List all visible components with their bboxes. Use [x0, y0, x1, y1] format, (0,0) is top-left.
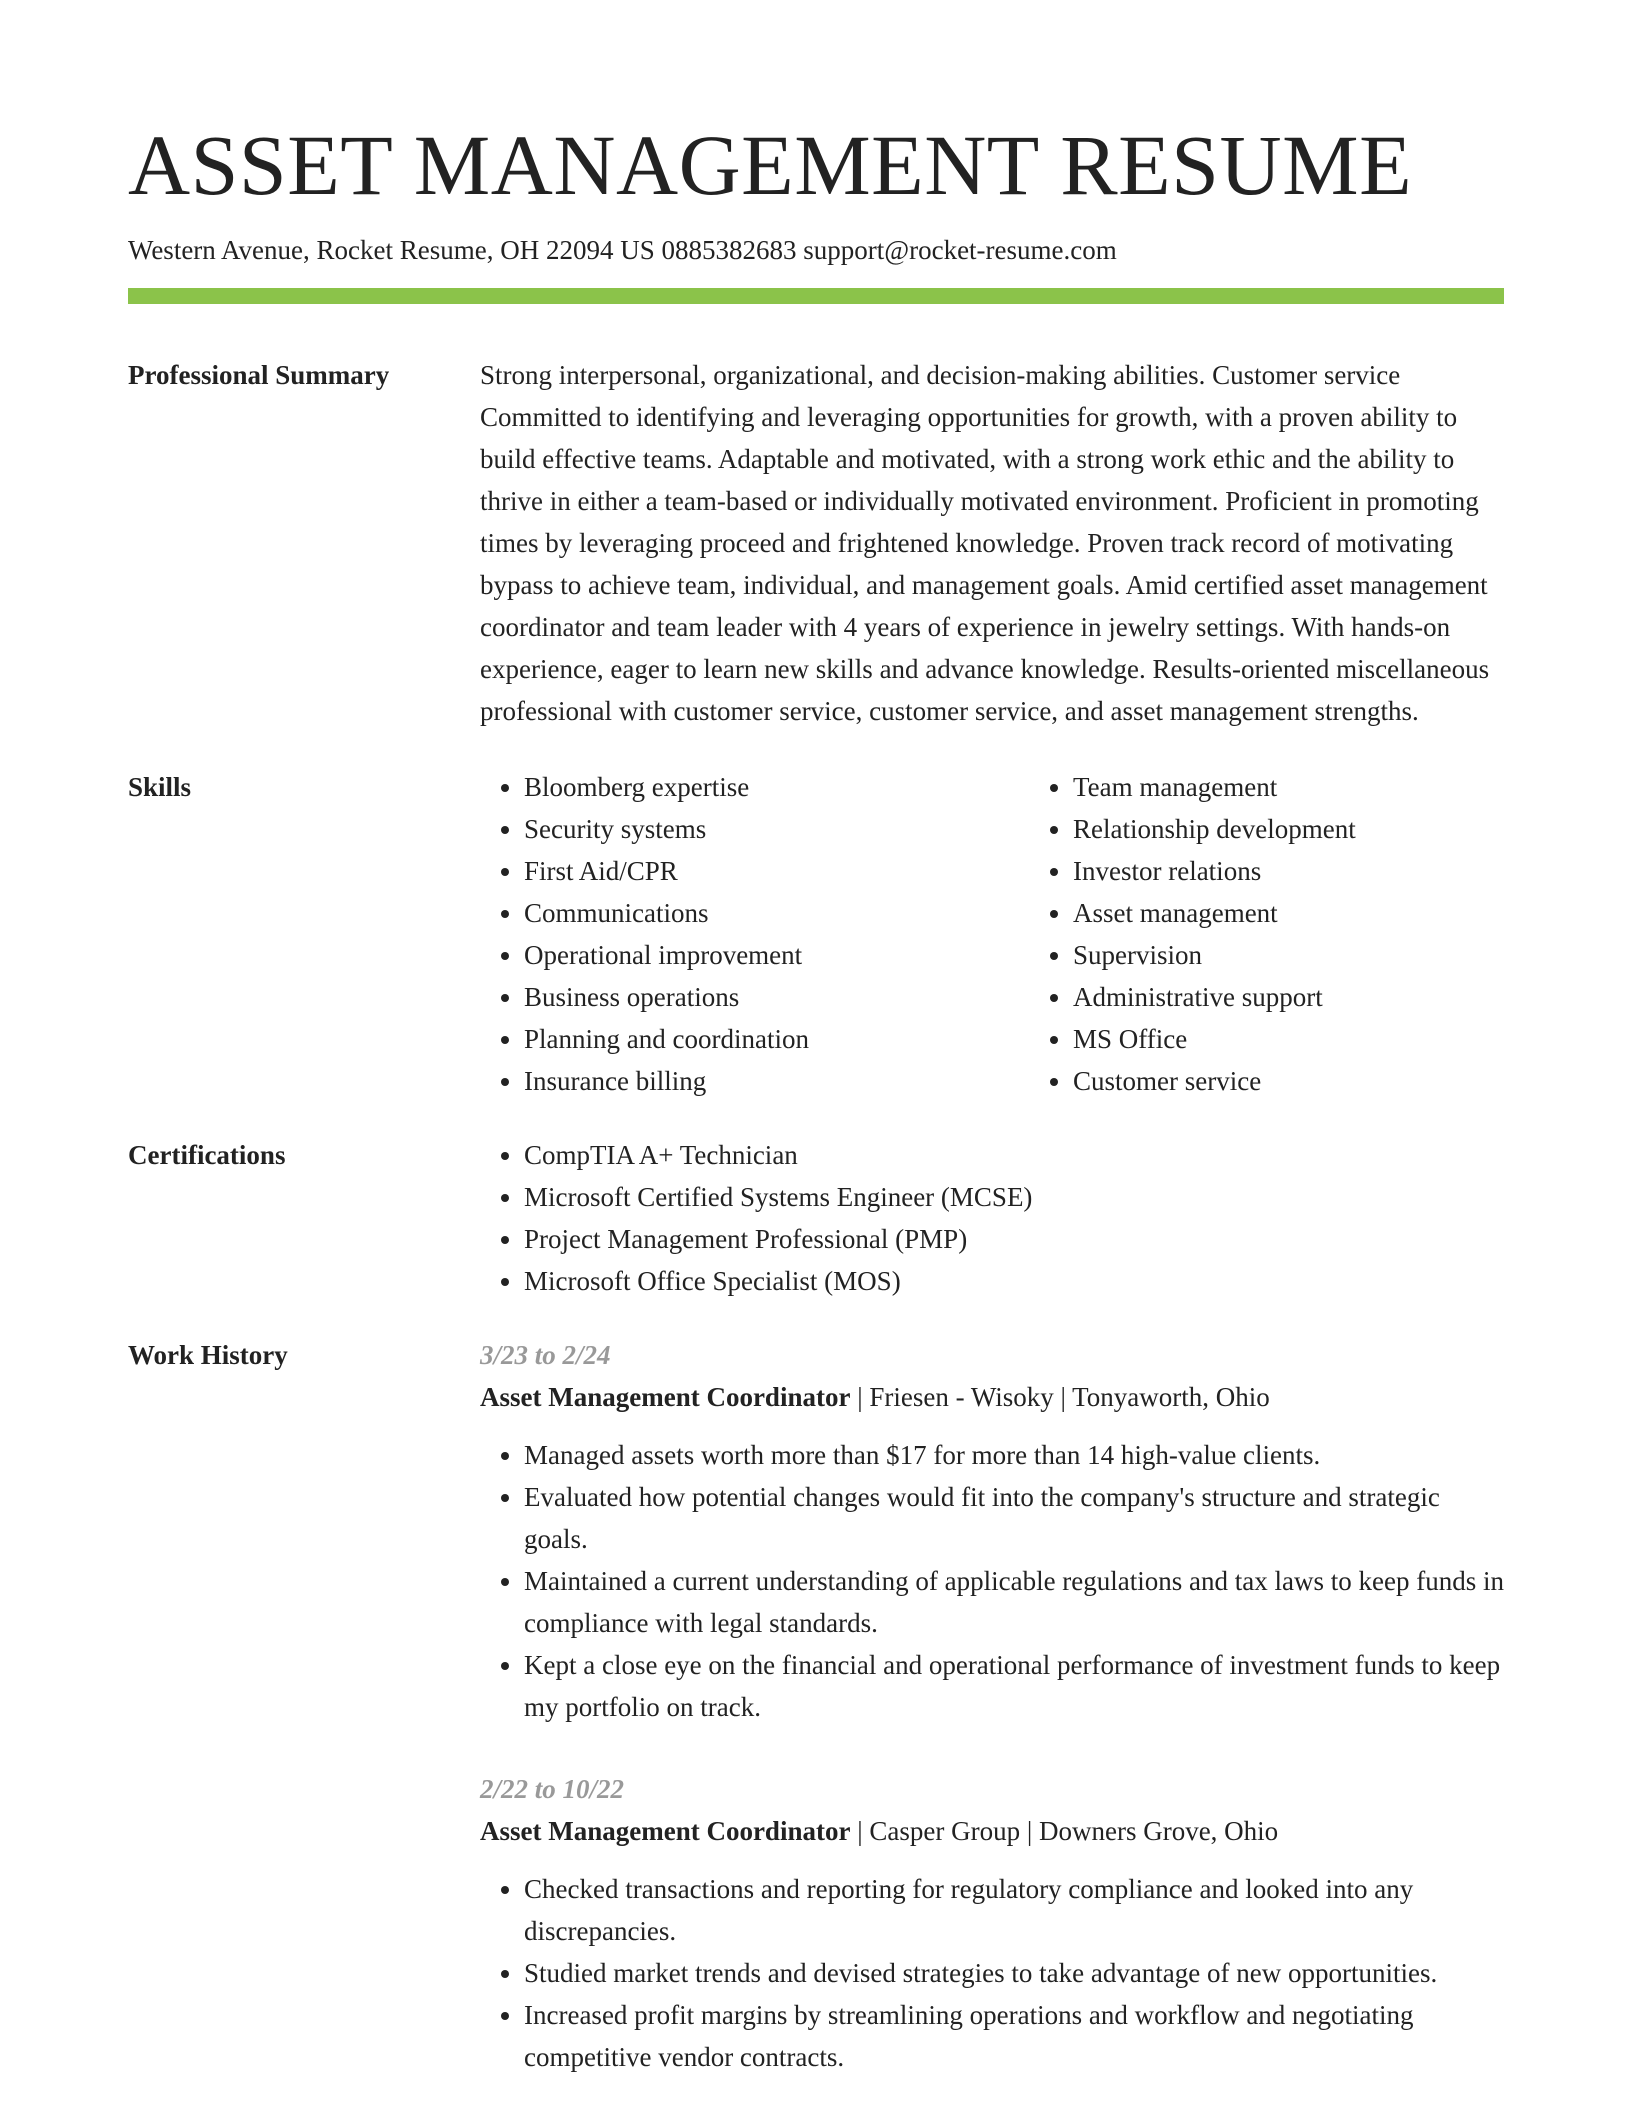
skill-item: • Investor relations: [1073, 850, 1578, 892]
job-bullets: [480, 1868, 1504, 2078]
skills-section: [128, 766, 1504, 1102]
skill-item: • Communications: [524, 892, 1029, 934]
skills-grid: [480, 766, 1578, 1102]
job-bullet: • Evaluated how potential changes would fit into the company's structure and strategic goals.: [524, 1476, 1504, 1560]
skill-item: • Administrative support: [1073, 976, 1578, 1018]
contact-line: Western Avenue, Rocket Resume, OH 22094 US 0885382683 support@rocket-resume.com: [128, 235, 1117, 265]
section-label-skills: Skills: [128, 772, 192, 803]
certification-item: • Microsoft Office Specialist (MOS): [524, 1260, 1504, 1302]
certification-item: • Microsoft Certified Systems Engineer (MCSE): [524, 1176, 1504, 1218]
section-label-work-history: Work History: [128, 1340, 288, 1371]
job-bullet: • Managed assets worth more than $17 for more than 14 high-value clients.: [524, 1434, 1504, 1476]
job-bullet: • Studied market trends and devised strategies to take advantage of new opportunities.: [524, 1952, 1504, 1994]
work-history-section: [128, 1334, 1504, 2078]
job-title: Asset Management Coordinator: [480, 1816, 851, 1847]
section-label-certifications: Certifications: [128, 1140, 286, 1171]
skill-item: • Supervision: [1073, 934, 1578, 976]
job-bullets: [480, 1434, 1504, 1728]
section-label-summary: Professional Summary: [128, 360, 390, 391]
job-title-line: [480, 1810, 1504, 1852]
job-entry: [480, 1768, 1504, 2078]
skill-item: • Security systems: [524, 808, 1029, 850]
skill-item: • First Aid/CPR: [524, 850, 1029, 892]
skill-item: • Team management: [1073, 766, 1578, 808]
skill-item: • Planning and coordination: [524, 1018, 1029, 1060]
certification-item: • CompTIA A+ Technician: [524, 1134, 1504, 1176]
summary-section: [128, 354, 1504, 732]
skill-item: • Insurance billing: [524, 1060, 1029, 1102]
skill-item: • Business operations: [524, 976, 1029, 1018]
skill-item: • Bloomberg expertise: [524, 766, 1029, 808]
job-dates: 2/22 to 10/22: [480, 1774, 625, 1805]
header-divider: [128, 288, 1504, 304]
job-bullet: • Increased profit margins by streamlining operations and workflow and negotiating competitive vendor contracts.: [524, 1994, 1504, 2078]
certifications-list: [480, 1134, 1504, 1302]
skills-list-right: [1029, 766, 1578, 1102]
skill-item: • Relationship development: [1073, 808, 1578, 850]
skill-item: • Customer service: [1073, 1060, 1578, 1102]
job-title-line: [480, 1376, 1504, 1418]
summary-text: Strong interpersonal, organizational, and decision-making abilities. Customer service Committed to identifying and leveraging opportunities for growth, with a proven ability to build effective teams. Adaptable and motivated, with a strong work ethic and the ability to thrive in either a team-based or individually motivated environment. Proficient in promoting times by leveraging proceed and frightened knowledge. Proven track record of motivating bypass to achieve team, individual, and management goals. Amid certified asset management coordinator and team leader with 4 years of experience in jewelry settings. With hands-on experience, eager to learn new skills and advance knowledge. Results-oriented miscellaneous professional with customer service, customer service, and asset management strengths.: [480, 360, 1490, 727]
skill-item: • MS Office: [1073, 1018, 1578, 1060]
job-entry: [480, 1334, 1504, 1728]
job-details: | Casper Group | Downers Grove, Ohio: [850, 1816, 1279, 1847]
resume-title: ASSET MANAGEMENT RESUME: [128, 117, 1413, 213]
job-bullet: • Kept a close eye on the financial and operational performance of investment funds to keep my portfolio on track.: [524, 1644, 1504, 1728]
job-details: | Friesen - Wisoky | Tonyaworth, Ohio: [850, 1382, 1270, 1413]
job-bullet: • Checked transactions and reporting for regulatory compliance and looked into any discrepancies.: [524, 1868, 1504, 1952]
certifications-section: [128, 1134, 1504, 1302]
skills-list-left: [480, 766, 1029, 1102]
skill-item: • Operational improvement: [524, 934, 1029, 976]
skill-item: • Asset management: [1073, 892, 1578, 934]
job-title: Asset Management Coordinator: [480, 1382, 851, 1413]
job-bullet: • Maintained a current understanding of applicable regulations and tax laws to keep funds in compliance with legal standards.: [524, 1560, 1504, 1644]
job-dates: 3/23 to 2/24: [480, 1340, 611, 1371]
certification-item: • Project Management Professional (PMP): [524, 1218, 1504, 1260]
